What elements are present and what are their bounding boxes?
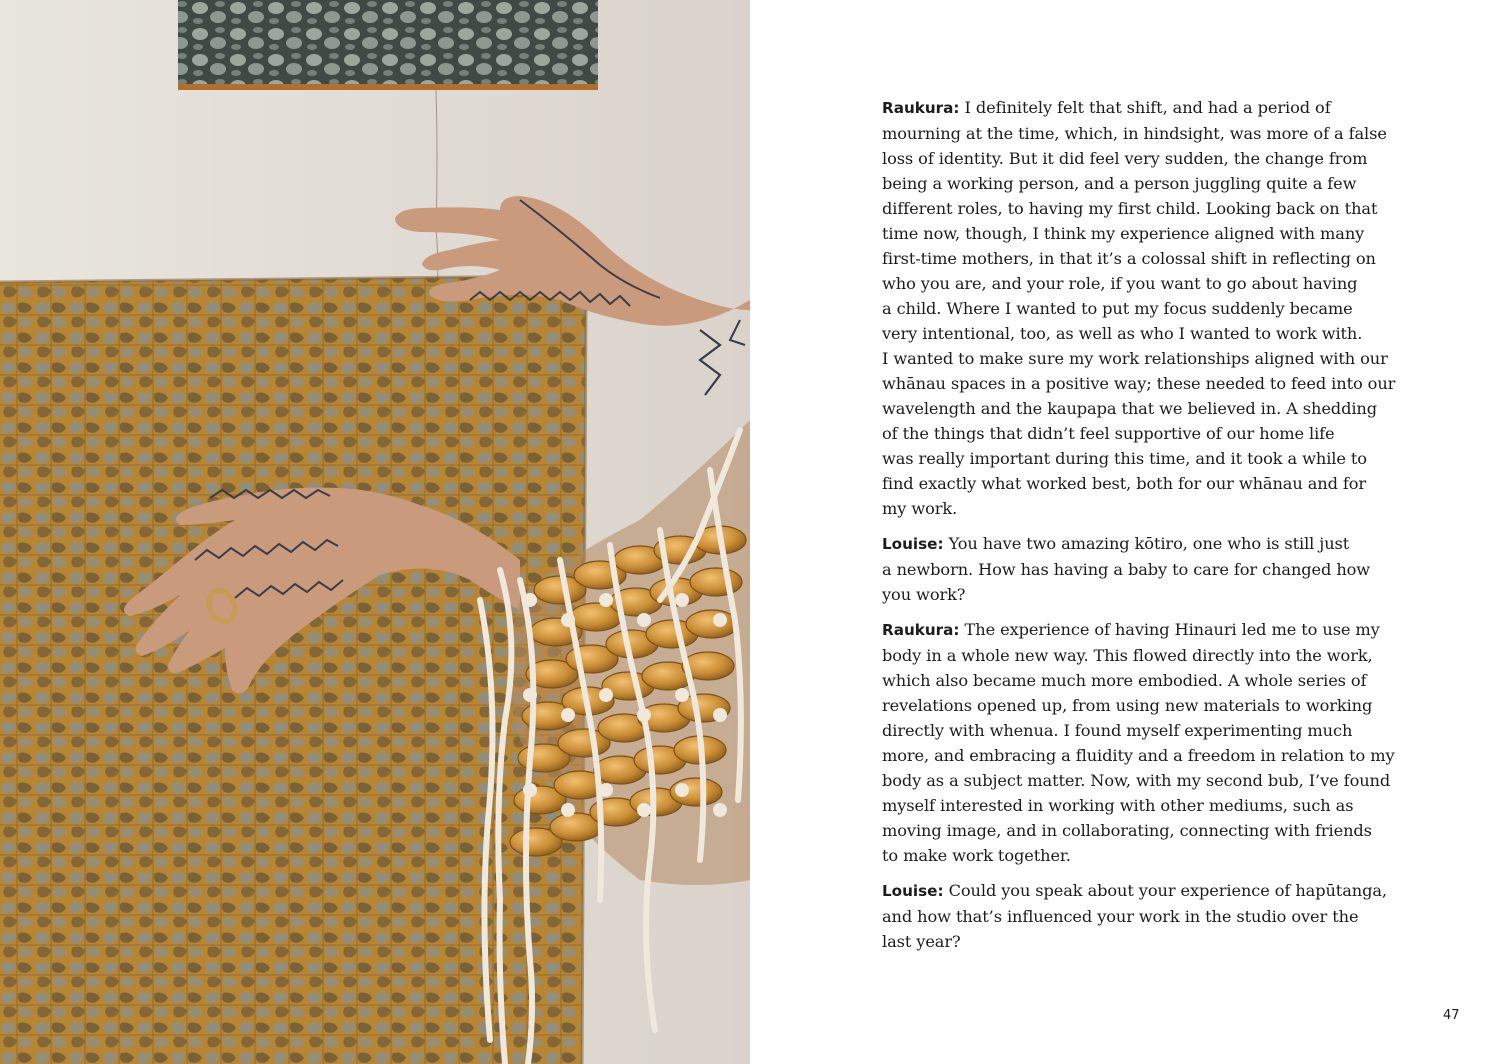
paragraph-line: directly with whenua. I found myself experimenting much xyxy=(882,721,1353,740)
macrame-knot xyxy=(637,613,651,627)
paragraph-line: wavelength and the kaupapa that we believed in. A shedding xyxy=(882,399,1378,418)
paragraph-line: being a working person, and a person juggling quite a few xyxy=(882,174,1357,193)
bangle xyxy=(686,610,738,638)
paragraph-line: loss of identity. But it did feel very sudden, the change from xyxy=(882,149,1368,168)
paragraph-line: last year? xyxy=(882,932,961,951)
macrame-knot xyxy=(523,688,537,702)
speaker-name: Louise xyxy=(882,535,938,553)
line-text: You have two amazing kōtiro, one who is still just xyxy=(943,534,1350,553)
speaker-name: Louise xyxy=(882,882,938,900)
page-number: 47 xyxy=(1443,1008,1460,1023)
macrame-knot xyxy=(713,708,727,722)
paragraph-line: a child. Where I wanted to put my focus suddenly became xyxy=(882,299,1353,318)
paragraph-line xyxy=(882,878,1422,904)
paragraph-line: very intentional, too, as well as who I wanted to work with. xyxy=(882,324,1363,343)
paragraph-raukura-2 xyxy=(882,617,1422,868)
paragraph-louise-2 xyxy=(882,878,1422,954)
macrame-knot xyxy=(637,708,651,722)
paragraph-line xyxy=(882,617,1422,643)
speaker-colon: : xyxy=(937,882,944,900)
macrame-knot xyxy=(599,688,613,702)
speaker-name: Raukura xyxy=(882,621,954,639)
paragraph-line: mourning at the time, which, in hindsight, was more of a false xyxy=(882,124,1387,143)
speaker-colon: : xyxy=(953,99,960,117)
macrame-knot xyxy=(675,688,689,702)
macrame-knot xyxy=(637,803,651,817)
paragraph-line: you work? xyxy=(882,585,966,604)
paragraph-line: first-time mothers, in that it’s a colossal shift in reflecting on xyxy=(882,249,1376,268)
paragraph-line: body in a whole new way. This flowed directly into the work, xyxy=(882,646,1373,665)
macrame-knot xyxy=(599,783,613,797)
macrame-knot xyxy=(561,613,575,627)
line-text: Could you speak about your experience of hapūtanga, xyxy=(943,881,1387,900)
paragraph-line: which also became much more embodied. A whole series of xyxy=(882,671,1367,690)
speaker-colon: : xyxy=(937,535,944,553)
macrame-knot xyxy=(675,783,689,797)
paragraph-line: more, and embracing a fluidity and a freedom in relation to my xyxy=(882,746,1395,765)
macrame-knot xyxy=(561,708,575,722)
text-page xyxy=(750,0,1500,1064)
macrame-knot xyxy=(713,613,727,627)
paragraph-line xyxy=(882,531,1422,557)
paragraph-line xyxy=(882,95,1422,121)
macrame-knot xyxy=(523,593,537,607)
paragraph-line: whānau spaces in a positive way; these needed to feed into our xyxy=(882,374,1396,393)
paragraph-line: find exactly what worked best, both for our whānau and for xyxy=(882,474,1367,493)
top-artwork-panel xyxy=(178,0,598,88)
paragraph-line: of the things that didn’t feel supportive of our home life xyxy=(882,424,1335,443)
paragraph-line: myself interested in working with other mediums, such as xyxy=(882,796,1354,815)
paragraph-louise-1 xyxy=(882,531,1422,607)
paragraph-line: to make work together. xyxy=(882,846,1071,865)
paragraph-line: and how that’s influenced your work in the studio over the xyxy=(882,907,1359,926)
paragraph-line: who you are, and your role, if you want to go about having xyxy=(882,274,1358,293)
paragraph-line: time now, though, I think my experience aligned with many xyxy=(882,224,1365,243)
paragraph-line: moving image, and in collaborating, connecting with friends xyxy=(882,821,1372,840)
macrame-knot xyxy=(561,803,575,817)
paragraph-line: my work. xyxy=(882,499,958,518)
bangle xyxy=(690,568,742,596)
macrame-knot xyxy=(713,803,727,817)
paragraph-line: revelations opened up, from using new materials to working xyxy=(882,696,1373,715)
interview-article xyxy=(882,95,1422,964)
speaker-name: Raukura xyxy=(882,99,954,117)
paragraph-line: a newborn. How has having a baby to care for changed how xyxy=(882,560,1371,579)
paragraph-raukura-1 xyxy=(882,95,1422,521)
paragraph-line: different roles, to having my first child. Looking back on that xyxy=(882,199,1378,218)
line-text: The experience of having Hinauri led me to use my xyxy=(959,620,1380,639)
speaker-colon: : xyxy=(953,621,960,639)
paragraph-line: was really important during this time, and it took a while to xyxy=(882,449,1367,468)
macrame-knot xyxy=(599,593,613,607)
macrame-knot xyxy=(675,593,689,607)
paragraph-line: I wanted to make sure my work relationships aligned with our xyxy=(882,349,1388,368)
macrame-knot xyxy=(523,783,537,797)
paragraph-line: body as a subject matter. Now, with my second bub, I’ve found xyxy=(882,771,1391,790)
line-text: I definitely felt that shift, and had a period of xyxy=(959,98,1331,117)
top-panel-edge xyxy=(178,84,598,90)
